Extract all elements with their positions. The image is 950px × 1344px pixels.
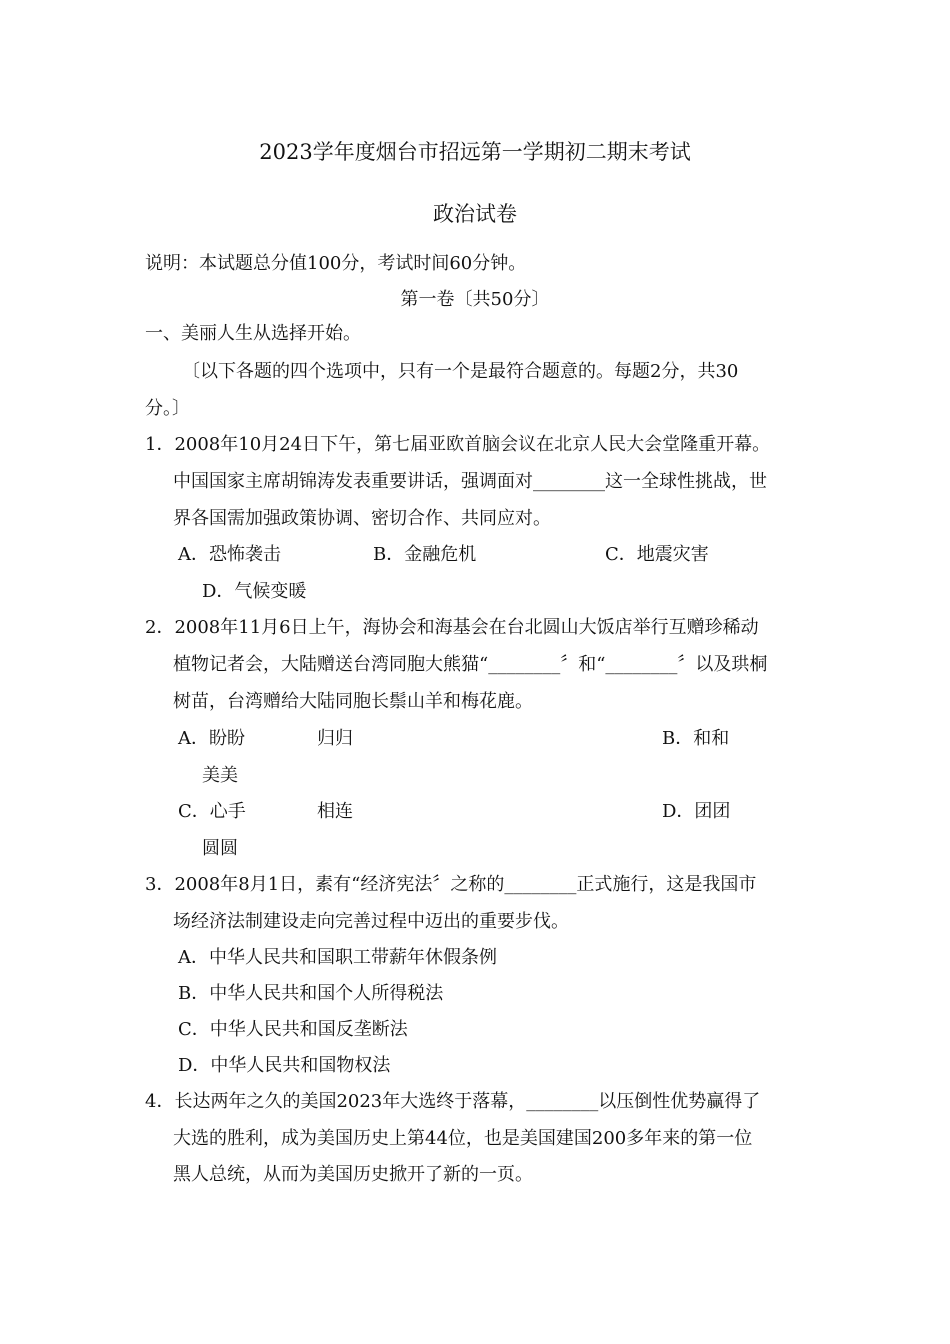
question-2-option-a-part-1: A．盼盼 (178, 728, 245, 749)
exam-subtitle: 政治试卷 (433, 202, 517, 226)
exam-title: 2023学年度烟台市招远第一学期初二期末考试 (259, 140, 691, 164)
question-2-option-d-part-1: D．团团 (662, 801, 731, 822)
question-1-line-3: 界各国需加强政策协调、密切合作、共同应对。 (173, 508, 551, 529)
question-3-option-c: C．中华人民共和国反垄断法 (178, 1019, 408, 1040)
question-3-option-b: B．中华人民共和国个人所得税法 (178, 983, 444, 1004)
question-2-option-c-part-1: C．心手 (178, 801, 246, 822)
instruction-line-2: 分。〕 (145, 398, 190, 419)
section-heading: 一、美丽人生从选择开始。 (145, 323, 361, 344)
question-2-line-2: 植物记者会，大陆赠送台湾同胞大熊猫“________〞和“________〞以及珙桐 (173, 654, 768, 675)
volume-heading: 第一卷〔共50分〕 (400, 289, 550, 310)
question-1-option-d: D．气候变暖 (202, 581, 307, 602)
question-4-line-3: 黑人总统，从而为美国历史掀开了新的一页。 (173, 1164, 533, 1185)
exam-note: 说明：本试题总分值100分，考试时间60分钟。 (145, 253, 527, 274)
question-2-line-3: 树苗，台湾赠给大陆同胞长鬃山羊和梅花鹿。 (173, 691, 533, 712)
question-3-line-1: 3．2008年8月1日，素有“经济宪法〞之称的________正式施行，这是我国市 (145, 874, 757, 895)
question-4-line-1: 4．长达两年之久的美国2023年大选终于落幕，________以压倒性优势赢得了 (145, 1091, 761, 1112)
question-4-line-2: 大选的胜利，成为美国历史上第44位，也是美国建国200多年来的第一位 (173, 1128, 753, 1149)
question-2-line-1: 2．2008年11月6日上午，海协会和海基会在台北圆山大饭店举行互赠珍稀动 (145, 617, 759, 638)
question-2-option-b-part-1: B．和和 (662, 728, 730, 749)
question-3-option-a: A．中华人民共和国职工带薪年休假条例 (178, 947, 497, 968)
question-3-line-2: 场经济法制建设走向完善过程中迈出的重要步伐。 (173, 911, 569, 932)
question-1-option-a: A．恐怖袭击 (178, 544, 281, 565)
question-2-option-a-part-2: 归归 (317, 728, 353, 749)
question-2-option-b-part-2: 美美 (202, 765, 238, 786)
question-2-option-c-part-2: 相连 (317, 801, 353, 822)
question-2-option-d-part-2: 圆圆 (202, 838, 238, 859)
question-1-option-b: B．金融危机 (373, 544, 477, 565)
question-1-option-c: C．地震灾害 (605, 544, 709, 565)
question-3-option-d: D．中华人民共和国物权法 (178, 1055, 391, 1076)
instruction-line-1: 〔以下各题的四个选项中，只有一个是最符合题意的。每题2分，共30 (182, 361, 739, 382)
question-1-line-2: 中国国家主席胡锦涛发表重要讲话，强调面对________这一全球性挑战，世 (173, 471, 767, 492)
question-1-line-1: 1．2008年10月24日下午，第七届亚欧首脑会议在北京人民大会堂隆重开幕。 (145, 434, 771, 455)
